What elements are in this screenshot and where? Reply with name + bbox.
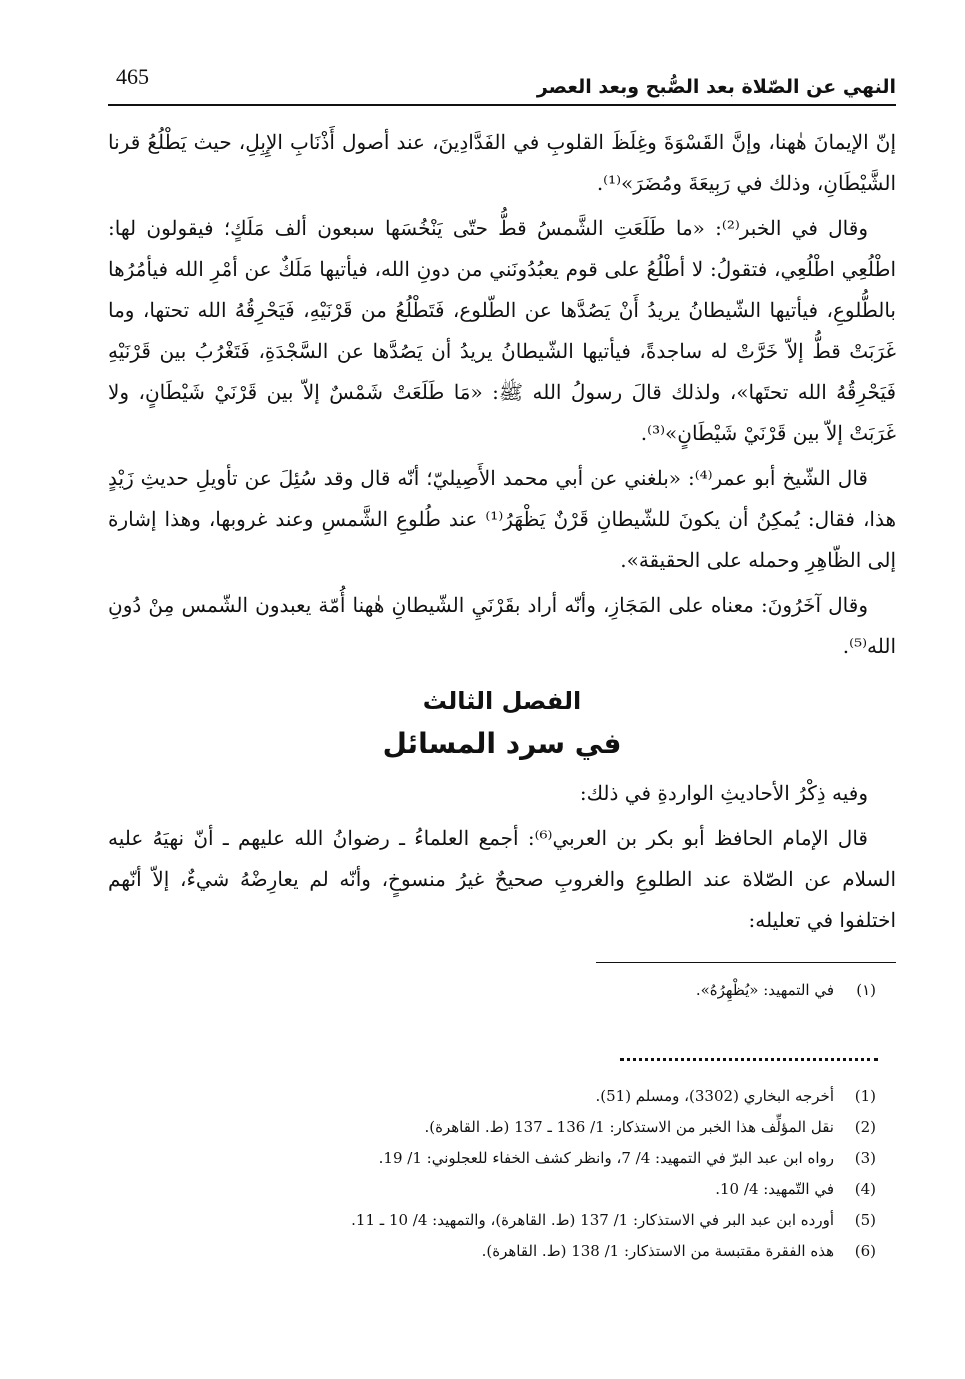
header-rule [108,104,896,106]
paragraph: وقال آخَرُونَ: معناه على المَجَازِ، وأنّه أراد بقَرْنَيِ الشّيطانِ هٰهنا أُمّة يعبدون الشّمس مِنْ دُونِ الله⁽⁵⁾. [108,593,896,658]
running-title: النهي عن الصّلاة بعد الصُّبح وبعد العصر [536,76,896,98]
main-text [108,122,896,945]
footnote-number: (١) [856,981,876,999]
footnote-number: (6) [854,1242,876,1260]
chapter-title: في سرد المسائل [382,727,622,760]
footnote-number: (1) [854,1087,876,1105]
footnote-text: في التّمهيد: 4/ 10. [715,1180,834,1198]
footnote [108,1081,896,1112]
paragraph: وقال في الخبر⁽²⁾: «ما طَلَعَتِ الشَّمسُ قطُّ حتّى يَنْخُسَها سبعون ألف مَلَكٍ؛ فيقولون لها: اطْلُعِي اطْلُعِي، فتقولُ: لا أطْلُعُ على قوم يعبُدُونَني من دونِ الله، فيأتيها مَلَكٌ عن أمْرِ الله فيأمُرُها بالطُّلوعِ، فيأتيها الشّيطانُ يريدُ أَنْ يَصُدَّها عن الطّلوع، فَتَطْلُعُ من قَرْنَيْهِ، فَيَحْرِقُهُ الله تحتها، وما غَرَبَتْ قطُّ إلاّ خَرَّتْ له ساجدةً، فيأتيها الشّيطانُ يريدُ أن يَصُدَّها عن السَّجْدَةِ، فَتَغْرُبُ بين قَرْنَيْهِ فَيَحْرِقُهُ الله تحتَها»، ولذلك قالَ رسولُ الله ﷺ: «مَا طَلَعَتْ شَمْسٌ إلاّ بين قَرْنَيْ شَيْطَانٍ، ولا غَرَبَتْ إلاّ بين قَرْنَيْ شَيْطَانٍ»⁽³⁾. [108,216,896,445]
footnotes-area [108,962,896,1267]
paragraph: قال الشّيخ أبو عمر⁽⁴⁾: «بلغني عن أبي محمد الأَصِيليّ؛ أنّه قال وقد سُئِلَ عن تأويلِ حديثِ زَيْدٍ هذا، فقال: يُمكِنُ أن يكونَ للشّيطانِ قَرْنٌ يَظْهَرُ⁽¹⁾ عند طُلوعِ الشَّمسِ وعند غروبها، وهذا إشارة إلى الظّاهِرِ وحمله على الحقيقة». [108,466,897,572]
footnote-number: (5) [854,1211,876,1229]
footnote-text: أورده ابن عبد البر في الاستذكار: 1/ 137 (ط. القاهرة)، والتمهيد: 4/ 10 ـ 11. [351,1211,834,1229]
paragraph: إنّ الإيمانَ هٰهنا، وإنَّ القَسْوَةَ وغِلَظَ القلوبِ في الفَدَّادِينَ، عند أصول أَذْنَابِ الإِبِلِ، حيث يَطْلُعُ قرنا الشَّيْطَانِ، وذلك في رَبِيعَةَ ومُضَرَ»⁽¹⁾. [108,130,896,195]
footnote-text: نقل المؤلِّف هذا الخبر من الاستذكار: 1/ 136 ـ 137 (ط. القاهرة). [424,1118,834,1136]
footnote-number: (2) [854,1118,876,1136]
chapter-label: الفصل الثالث [422,687,582,715]
page-header [108,62,896,108]
footnote-text: رواه ابن عبد البرّ في التمهيد: 4/ 7، وانظر كشف الخفاء للعجلوني: 1/ 19. [378,1149,834,1167]
footnote [108,1236,896,1267]
footnote-rule [596,962,896,963]
footnote-number: (3) [854,1149,876,1167]
footnote-text: هذه الفقرة مقتبسة من الاستذكار: 1/ 138 (ط. القاهرة). [481,1242,834,1260]
footnote-text: في التمهيد: «يُظْهِرُهُ». [695,981,834,999]
dotted-separator [620,1058,878,1061]
footnote-text: أخرجه البخاري (3302)، ومسلم (51). [595,1087,834,1105]
footnote [108,1143,896,1174]
paragraph: قال الإمام الحافظ أبو بكر بن العربي⁽⁶⁾: أجمع العلماءُ ـ رضوانُ الله عليهم ـ أنّ نهيَهُ عليه السلام عن الصّلاة عند الطلوعِ والغروبِ صحيحٌ غيرُ منسوخٍ، وأنّه لم يعارِضْهُ شيءٌ، إلاّ أنّهم اختلفوا في تعليله: [108,826,896,932]
footnote [108,1205,896,1236]
paragraph: وفيه ذِكْرُ الأحاديثِ الواردةِ في ذلك: [579,781,868,805]
footnote [108,1112,896,1143]
footnote [108,1174,896,1205]
footnote-list-editor [108,975,896,1006]
footnote-number: (4) [854,1180,876,1198]
page-number: 465 [116,64,149,89]
chapter-heading [108,681,896,767]
footnote [108,975,896,1006]
footnote-list-author [108,1081,896,1267]
